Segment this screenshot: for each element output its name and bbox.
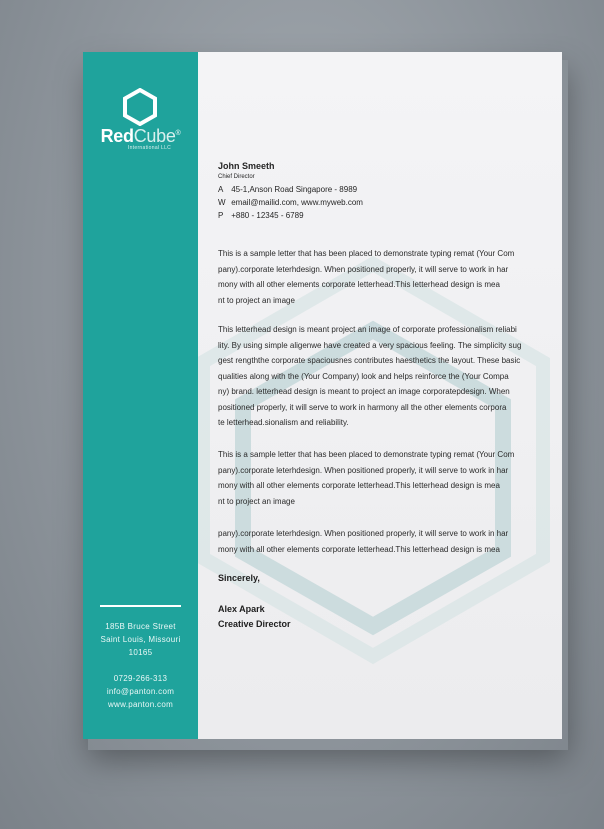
line-label: P bbox=[218, 211, 224, 220]
registered-mark: ® bbox=[175, 130, 181, 137]
text-line: mony with all other elements corporate letterhead.This letterhead design is mea bbox=[218, 280, 500, 289]
sender-address-line bbox=[218, 183, 543, 196]
brand-subtitle: International LLC bbox=[127, 145, 172, 151]
brand-name-cube: Cube bbox=[133, 126, 176, 146]
closing-salutation: Sincerely, bbox=[218, 573, 260, 583]
sidebar-contact bbox=[83, 672, 198, 711]
text-line: This is a sample letter that has been placed to demonstrate typing remat (Your Com bbox=[218, 249, 515, 258]
sender-block bbox=[218, 160, 543, 222]
brand-name bbox=[83, 126, 198, 147]
text-line: nt to project an image bbox=[218, 496, 295, 506]
body-paragraph-1 bbox=[218, 246, 543, 308]
line-value: email@mailid.com, www.myweb.com bbox=[231, 198, 363, 207]
signature-name: Alex Apark bbox=[218, 604, 265, 614]
text-line: pany).corporate leterhdesign. When positioned properly, it will serve to work in har bbox=[218, 264, 509, 274]
hexagon-logo-icon bbox=[123, 88, 157, 126]
text-line: nt to project an image bbox=[218, 295, 295, 305]
body-paragraph-3 bbox=[218, 447, 543, 509]
line-value: 45-1,Anson Road Singapore - 8989 bbox=[231, 185, 358, 194]
sender-web-line bbox=[218, 196, 543, 209]
address-line: 185B Bruce Street bbox=[105, 622, 176, 631]
text-line: This is a sample letter that has been placed to demonstrate typing remat (Your Com bbox=[218, 450, 515, 459]
brand-sidebar bbox=[83, 52, 198, 739]
sidebar-divider bbox=[100, 605, 181, 607]
body-paragraph-2 bbox=[218, 322, 543, 431]
address-line: Saint Louis, Missouri bbox=[100, 635, 181, 644]
signature-block bbox=[218, 602, 291, 632]
text-line: te letterhead.sionalism and reliability. bbox=[218, 418, 349, 427]
body-paragraph-4 bbox=[218, 526, 543, 557]
text-line: gest rengththe corporate spaciousnes contributes haesthetics the layout. These basic bbox=[218, 356, 521, 365]
text-line: mony with all other elements corporate letterhead.This letterhead design is mea bbox=[218, 544, 500, 554]
sender-name: John Smeeth bbox=[218, 161, 275, 171]
line-label: A bbox=[218, 185, 224, 194]
text-line: mony with all other elements corporate letterhead.This letterhead design is mea bbox=[218, 481, 500, 490]
text-line: positioned properly, it will serve to work in harmony all the other elements corpora bbox=[218, 402, 507, 412]
sidebar-phone: 0729-266-313 bbox=[113, 674, 168, 683]
text-line: pany).corporate leterhdesign. When positioned properly, it will serve to work in har bbox=[218, 465, 509, 475]
brand-name-red: Red bbox=[100, 126, 134, 146]
text-line: qualities along with the (Your Company) look and helps reinforce the (Your Compa bbox=[218, 371, 509, 381]
letterhead-sheet bbox=[83, 52, 562, 739]
line-label: W bbox=[218, 198, 226, 207]
signature-title: Creative Director bbox=[218, 619, 291, 629]
text-line: lity. By using simple aligenwe have created a very spacious feeling. The simplicity sug bbox=[218, 340, 522, 350]
sidebar-address bbox=[83, 620, 198, 659]
sidebar-website: www.panton.com bbox=[107, 700, 174, 709]
text-line: pany).corporate leterhdesign. When positioned properly, it will serve to work in har bbox=[218, 529, 509, 538]
line-value: +880 - 12345 - 6789 bbox=[231, 211, 304, 220]
address-line: 10165 bbox=[128, 648, 153, 657]
text-line: ny) brand. letterhead design is meant to project an image corporatepdesign. When bbox=[218, 387, 510, 396]
sender-title: Chief Director bbox=[218, 174, 255, 180]
sender-phone-line bbox=[218, 209, 543, 222]
text-line: This letterhead design is meant project an image of corporate professionalism reliabi bbox=[218, 325, 517, 334]
sidebar-email: info@panton.com bbox=[106, 687, 175, 696]
